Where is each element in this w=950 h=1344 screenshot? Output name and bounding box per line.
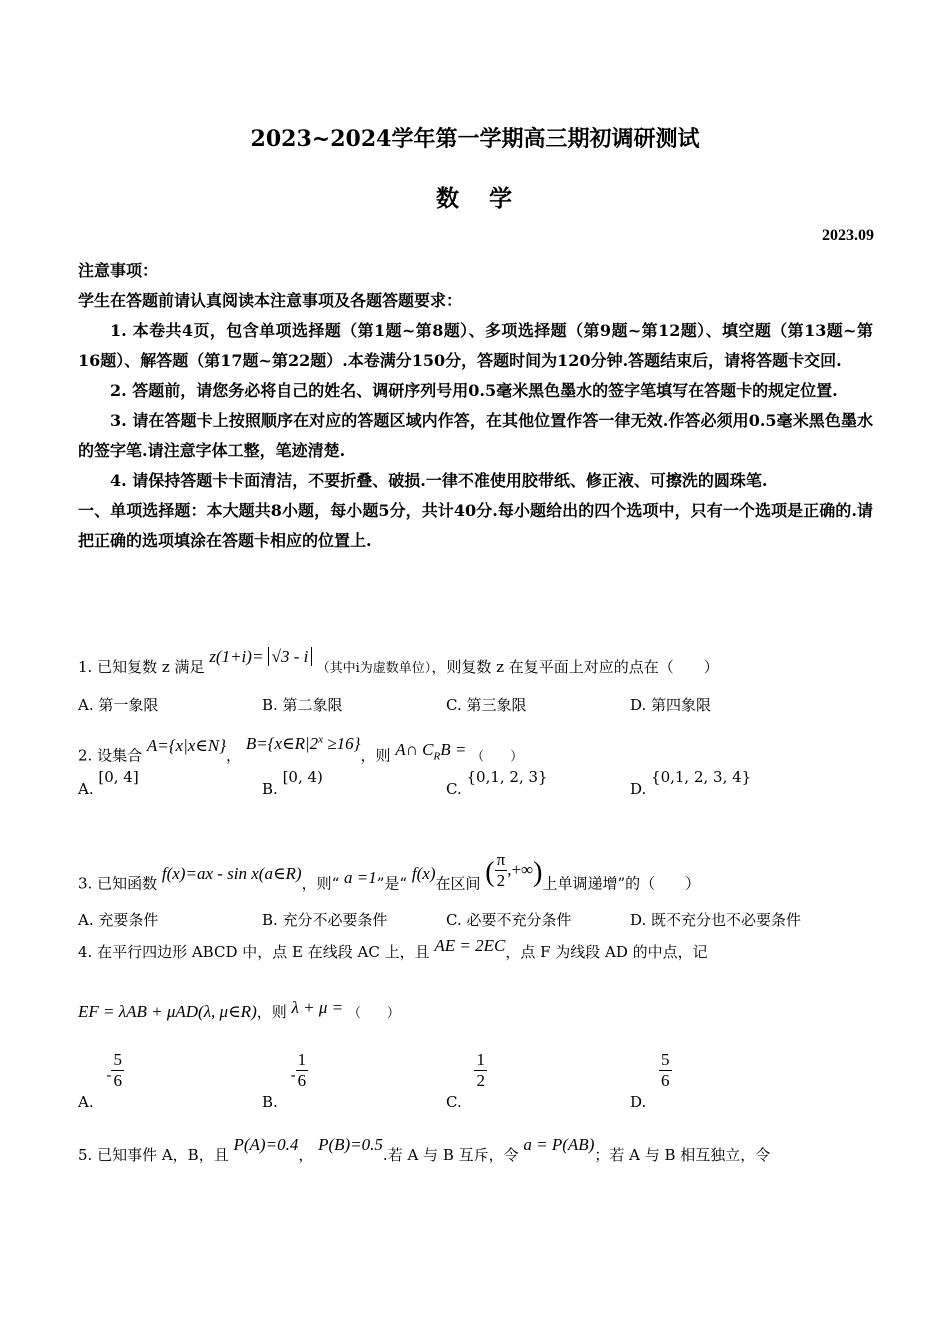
notice-item-1: 1. 本卷共4页，包含单项选择题（第1题~第8题）、多项选择题（第9题~第12题）、填空题（第13题~第16题）、解答题（第17题~第22题）.本卷满分150分，答题时间为120分钟.答题结束后，请将答题卡交回. xyxy=(78,321,873,370)
notice-item-3: 3. 请在答题卡上按照顺序在对应的答题区域内作答，在其他位置作答一律无效.作答必须用0.5毫米黑色墨水的签字笔.请注意字体工整，笔迹清楚. xyxy=(78,411,873,460)
q1-option-b[interactable]: B. 第二象限 xyxy=(262,696,343,714)
question-4-line-2: EF = λAB + μAD(λ, μ∈R)，则 λ + μ = （ ） xyxy=(78,998,400,1021)
q2-option-b[interactable]: B. [0, 4) xyxy=(262,768,323,798)
subject-char-1: 数 xyxy=(436,185,461,212)
subject-title xyxy=(0,180,950,213)
q1-option-d[interactable]: D. 第四象限 xyxy=(630,696,712,714)
q4-option-a[interactable]: A. - $\frac{5}{6}$ xyxy=(78,1050,122,1111)
section-one-heading: 一、单项选择题：本大题共8小题，每小题5分，共计40分.每小题给出的四个选项中，只有一个选项是正确的.请把正确的选项填涂在答题卡相应的位置上. xyxy=(78,501,873,550)
notice-intro: 学生在答题前请认真阅读本注意事项及各题答题要求： xyxy=(78,291,463,310)
notice-heading: 注意事项： xyxy=(78,261,159,280)
q4-option-d[interactable]: D. $\frac{5}{6}$ xyxy=(630,1050,670,1111)
q3-option-b[interactable]: B. 充分不必要条件 xyxy=(262,911,388,929)
q1-equation: z(1+i)= √3 - i xyxy=(209,647,316,666)
notice-item-2: 2. 答题前，请您务必将自己的姓名、调研序列号用0.5毫米黑色墨水的签字笔填写在答题卡的规定位置. xyxy=(110,381,838,400)
subject-char-2: 学 xyxy=(489,185,514,212)
question-3: 3. 已知函数 f(x)=ax - sin x(a∈R)，则“ a =1”是“ f(x)在区间 ( $\frac{\pi}{2}$ ,+∞)上单调递增”的（ ） xyxy=(78,850,701,893)
question-4: 4. 在平行四边形 ABCD 中，点 E 在线段 AC 上，且 AE = 2EC，点 F 为线段 AD 的中点，记 xyxy=(78,936,708,961)
q3-option-c[interactable]: C. 必要不充分条件 xyxy=(446,911,572,929)
q2-option-d[interactable]: D. {0,1, 2, 3, 4} xyxy=(630,768,752,798)
exam-title: 2023~2024学年第一学期高三期初调研测试 xyxy=(250,126,700,152)
q4-vector-expression: EF = λAB + μAD(λ, μ∈R) xyxy=(78,1002,257,1021)
q3-option-a[interactable]: A. 充要条件 xyxy=(78,911,159,929)
q2-option-a[interactable]: A. [0, 4] xyxy=(78,768,139,798)
question-2: 2. 设集合 A={x|x∈N}， $B=\{x\in R|2^x \ge 16\}$，则 A∩ $C_RB$ = （ ） xyxy=(78,733,524,765)
notice-section xyxy=(78,256,873,556)
q2-set-b: $B=\{x\in R|2^x \ge 16\}$ xyxy=(245,733,361,753)
q4-option-b[interactable]: B. - $\frac{1}{6}$ xyxy=(262,1050,307,1111)
q1-option-a[interactable]: A. 第一象限 xyxy=(78,696,159,714)
q2-expression: A∩ $C_RB$ = xyxy=(395,739,467,763)
q3-option-d[interactable]: D. 既不充分也不必要条件 xyxy=(630,911,802,929)
q2-set-a: A={x|x∈N} xyxy=(146,735,227,755)
q3-function: f(x)=ax - sin x(a∈R) xyxy=(161,863,302,883)
question-1: 1. 已知复数 z 满足 z(1+i)= √3 - i （其中i为虚数单位），则复数 z 在复平面上对应的点在（ ） xyxy=(78,647,719,676)
question-5: 5. 已知事件 A，B，且 P(A)=0.4， P(B)=0.5.若 A 与 B 互斥，令 a = P(AB)；若 A 与 B 相互独立，令 xyxy=(78,1135,771,1164)
q2-option-c[interactable]: C. {0,1, 2, 3} xyxy=(446,768,548,798)
notice-item-4: 4. 请保持答题卡卡面清洁，不要折叠、破损.一律不准使用胶带纸、修正液、可擦洗的圆珠笔. xyxy=(110,471,768,490)
q3-interval: ( xyxy=(485,856,495,888)
q4-option-c[interactable]: C. $\frac{1}{2}$ xyxy=(446,1050,485,1111)
exam-date: 2023.09 xyxy=(822,227,874,244)
q1-option-c[interactable]: C. 第三象限 xyxy=(446,696,527,714)
